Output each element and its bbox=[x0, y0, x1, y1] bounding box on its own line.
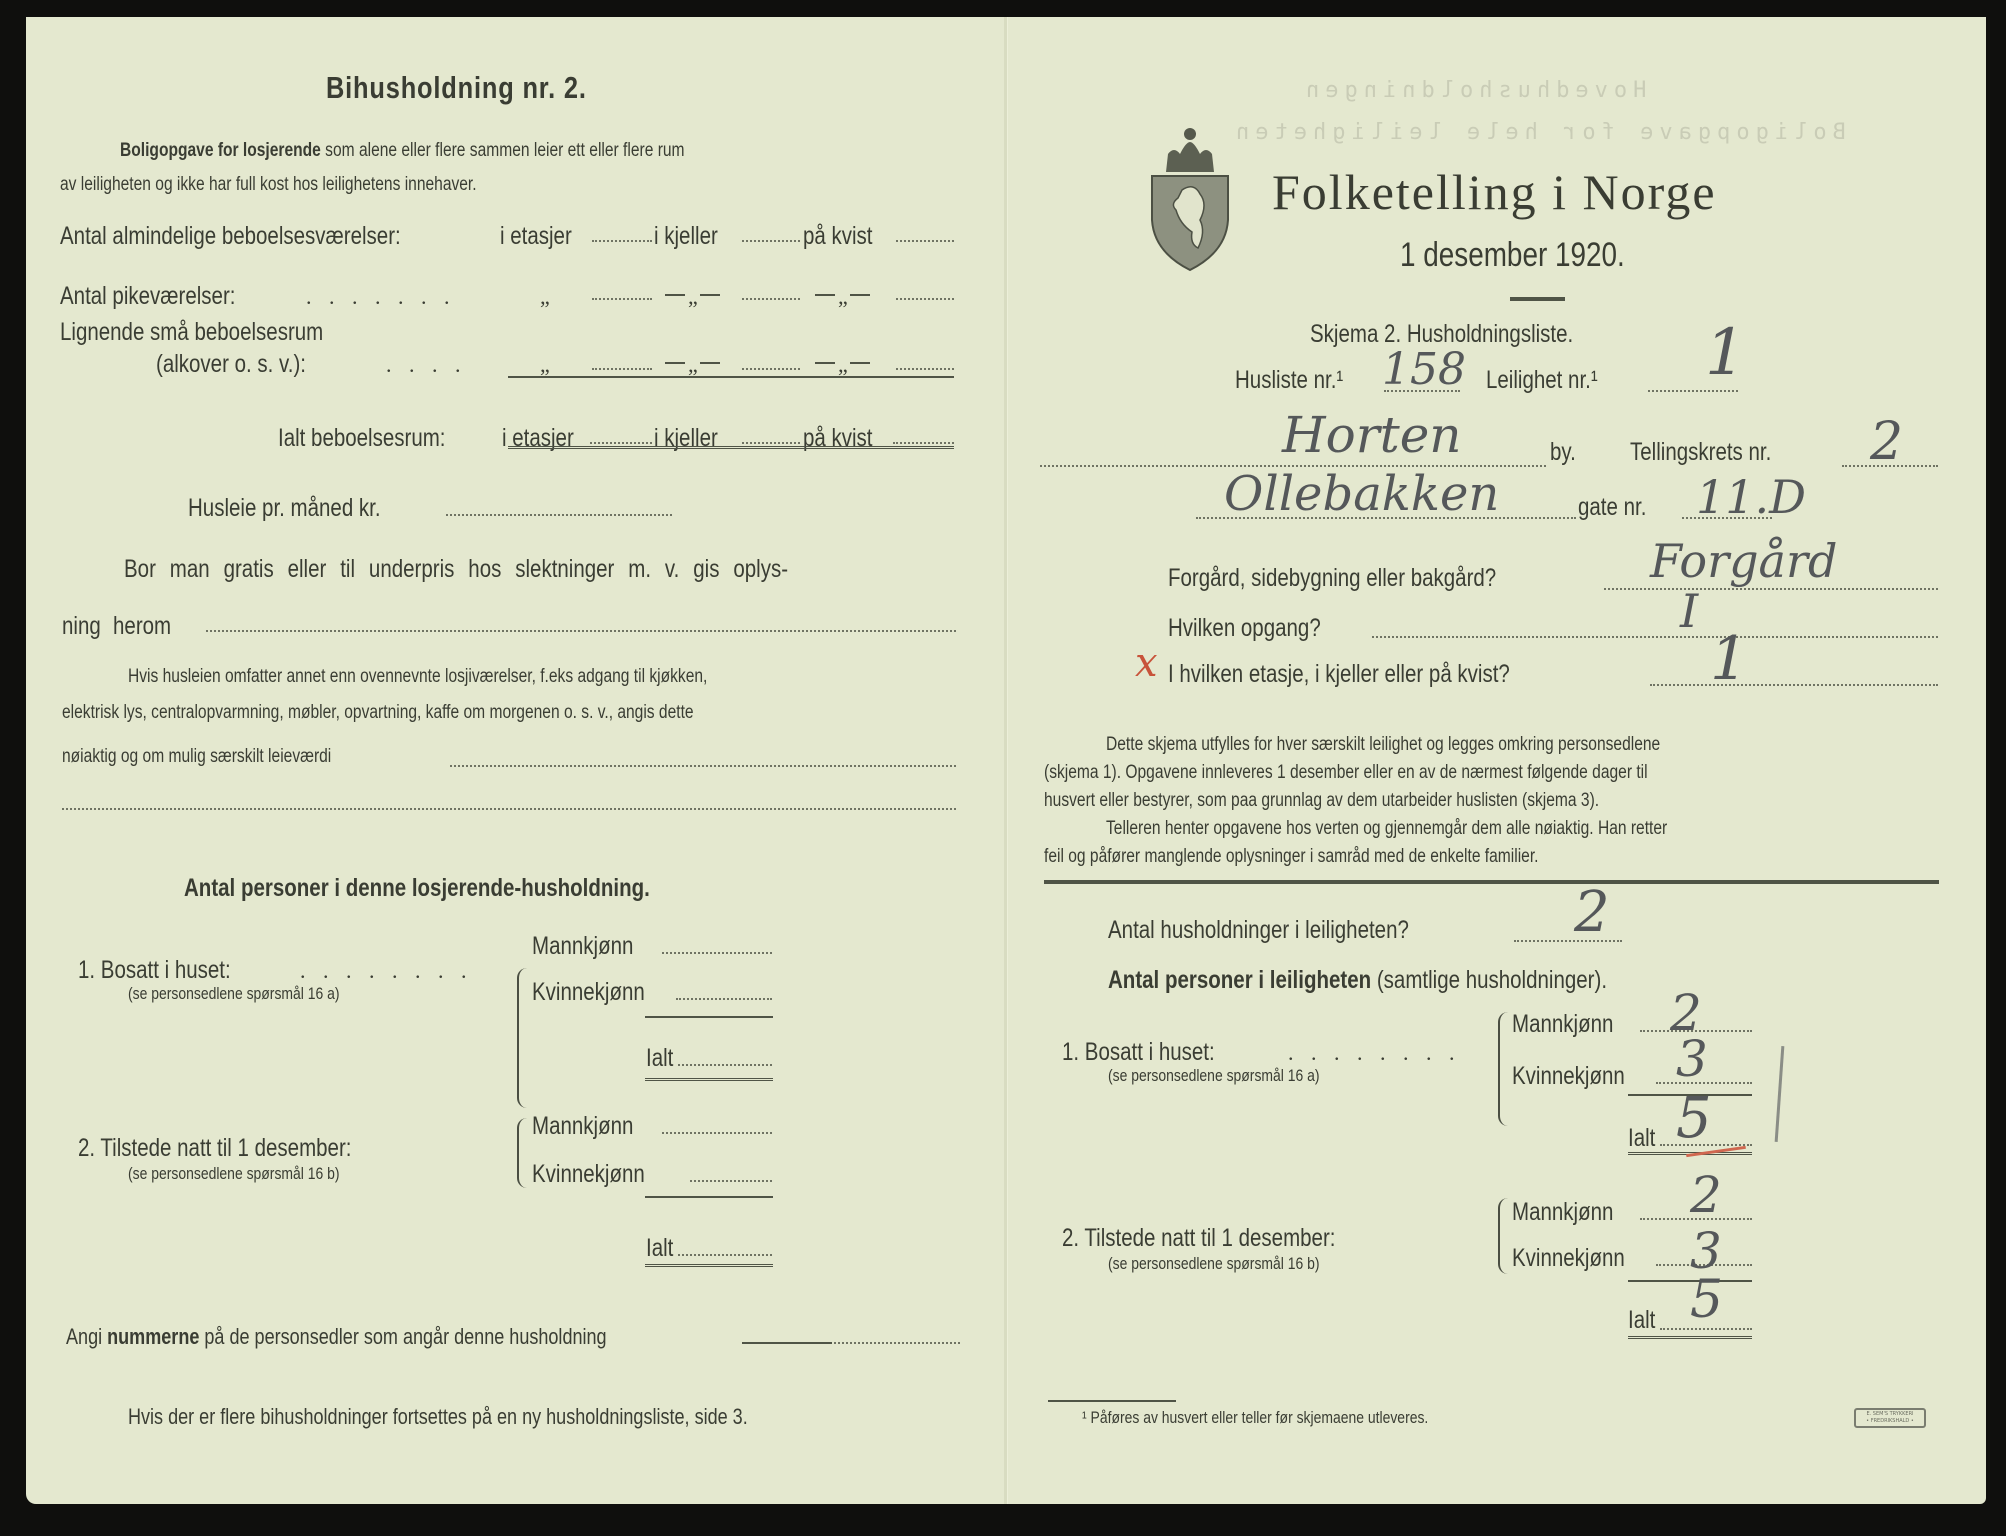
small-rooms-label-1: Lignende små beboelsesrum bbox=[60, 318, 324, 346]
ditto-mark: „ bbox=[838, 284, 848, 309]
opgang-value: I bbox=[1680, 584, 1699, 638]
etasje-label: I hvilken etasje, i kjeller eller på kvist? bbox=[1168, 660, 1510, 688]
q1-label: 1. Bosatt i huset: bbox=[78, 956, 231, 984]
col-kjeller-label: i kjeller bbox=[654, 424, 718, 452]
gate-nr-value: 11.D bbox=[1696, 470, 1807, 524]
ordinary-kvist-field[interactable] bbox=[896, 240, 954, 242]
q1-sub: (se personsedlene spørsmål 16 a) bbox=[128, 984, 340, 1003]
krets-value: 2 bbox=[1870, 412, 1904, 472]
instructions-line-4: Telleren henter opgavene hos verten og gjennemgår dem alle nøiaktig. Han retter bbox=[1106, 818, 1668, 839]
includes-line-3: nøiaktig og om mulig særskilt leieværdi bbox=[62, 746, 332, 767]
q2-total-label-right: Ialt bbox=[1628, 1306, 1656, 1334]
small-kvist-field[interactable] bbox=[896, 368, 954, 370]
ditto-dash bbox=[700, 294, 720, 296]
instructions-line-5: feil og påfører manglende oplysninger i samråd med de enkelte familier. bbox=[1044, 846, 1539, 867]
q1-male-label: Mannkjønn bbox=[532, 932, 634, 960]
bleed-through-text: Hovedhusholdningen bbox=[1300, 78, 1647, 103]
persons-rest: (samtlige husholdninger). bbox=[1376, 966, 1608, 994]
husliste-label: Husliste nr.¹ bbox=[1235, 366, 1344, 394]
rent-label: Husleie pr. måned kr. bbox=[188, 494, 381, 522]
footnote: ¹ Påføres av husvert eller teller før skjemaene utleveres. bbox=[1082, 1408, 1429, 1427]
q2-male-value: 2 bbox=[1690, 1166, 1722, 1224]
opgang-field[interactable] bbox=[1372, 636, 1938, 638]
gate-value: Ollebakken bbox=[1224, 466, 1500, 522]
total-double-rule bbox=[508, 446, 954, 449]
etasje-value: 1 bbox=[1710, 624, 1749, 694]
ditto-dash bbox=[700, 362, 720, 364]
total-double-rule bbox=[1628, 1336, 1752, 1339]
persons-heading-right bbox=[1108, 966, 1607, 995]
krets-label: Tellingskrets nr. bbox=[1630, 438, 1772, 466]
col-kvist-label: på kvist bbox=[803, 424, 873, 452]
households-value: 2 bbox=[1574, 880, 1610, 945]
total-kvist-field[interactable] bbox=[893, 442, 954, 444]
total-rooms-label: Ialt beboelsesrum: bbox=[278, 424, 446, 452]
free-text-field[interactable] bbox=[206, 630, 956, 632]
q2-male-label: Mannkjønn bbox=[532, 1112, 634, 1140]
leilighet-field[interactable] bbox=[1648, 390, 1738, 392]
ditto-mark: „ bbox=[540, 352, 550, 377]
intro-bold: Boligopgave for losjerende bbox=[120, 140, 321, 161]
persons-heading: Antal personer i denne losjerende-husholdning. bbox=[184, 874, 650, 902]
q1-sub-right: (se personsedlene spørsmål 16 a) bbox=[1108, 1066, 1320, 1085]
instructions-line-1: Dette skjema utfylles for hver særskilt leilighet og legges omkring personsedlene bbox=[1106, 734, 1661, 755]
persons-bold: Antal personer i leiligheten bbox=[1108, 966, 1372, 994]
center-fold bbox=[1004, 17, 1007, 1504]
intro-line-2: av leiligheten og ikke har full kost hos leilighetens innehaver. bbox=[60, 174, 477, 195]
q2-sub-right: (se personsedlene spørsmål 16 b) bbox=[1108, 1254, 1320, 1273]
q2-female-label: Kvinnekjønn bbox=[532, 1160, 645, 1188]
rent-field[interactable] bbox=[446, 514, 672, 516]
footnote-rule bbox=[1048, 1400, 1176, 1402]
includes-line-2: elektrisk lys, centralopvarmning, møbler, opvartning, kaffe om morgenen o. s. v., angis dette bbox=[62, 702, 694, 723]
maid-kjeller-field[interactable] bbox=[742, 298, 800, 300]
instructions-line-3: husvert eller bestyrer, som paa grunnlag av dem utarbeider huslisten (skjema 3). bbox=[1044, 790, 1600, 811]
husliste-value: 158 bbox=[1382, 344, 1466, 395]
q1-total-value: 5 bbox=[1676, 1086, 1712, 1151]
q1-total-label: Ialt bbox=[646, 1044, 674, 1072]
numbers-prefix: Angi bbox=[66, 1324, 103, 1349]
q1-total-label-right: Ialt bbox=[1628, 1124, 1656, 1152]
small-kjeller-field[interactable] bbox=[742, 368, 800, 370]
numbers-rest: på de personsedler som angår denne husholdning bbox=[204, 1324, 607, 1349]
q2-label-right: 2. Tilstede natt til 1 desember: bbox=[1062, 1224, 1336, 1252]
q1-female-value: 3 bbox=[1676, 1030, 1708, 1088]
red-check-mark: x bbox=[1135, 640, 1158, 686]
ditto-dash bbox=[665, 362, 685, 364]
form-title: Folketelling i Norge bbox=[1272, 164, 1717, 220]
section-divider bbox=[1044, 880, 1939, 884]
total-double-rule bbox=[645, 1078, 773, 1081]
maid-etasjer-field[interactable] bbox=[592, 298, 652, 300]
q1-leader-dots: . . . . . . . . bbox=[300, 958, 473, 983]
printer-stamp-line-1: E. SEM'S TRYKKERI bbox=[1866, 1411, 1914, 1417]
q2-total-field[interactable] bbox=[678, 1254, 772, 1256]
numbers-field[interactable] bbox=[834, 1342, 960, 1344]
ditto-dash bbox=[665, 294, 685, 296]
bracket bbox=[517, 968, 527, 1108]
col-kvist-label: på kvist bbox=[803, 222, 873, 250]
free-text-line-1: Bor man gratis eller til underpris hos slektninger m. v. gis oplys- bbox=[124, 555, 789, 583]
sum-rule bbox=[508, 376, 954, 378]
forgard-field[interactable] bbox=[1604, 588, 1938, 590]
maid-kvist-field[interactable] bbox=[896, 298, 954, 300]
q1-female-label: Kvinnekjønn bbox=[532, 978, 645, 1006]
col-etasjer-label: i etasjer bbox=[500, 222, 572, 250]
total-kjeller-field[interactable] bbox=[742, 442, 800, 444]
ditto-mark: „ bbox=[540, 284, 550, 309]
includes-field[interactable] bbox=[450, 765, 956, 767]
ditto-dash bbox=[850, 294, 870, 296]
printer-stamp bbox=[1854, 1408, 1926, 1428]
maid-leader-dots: . . . . . . . bbox=[306, 284, 456, 309]
bracket bbox=[1498, 1198, 1508, 1274]
total-double-rule bbox=[645, 1264, 773, 1267]
q2-male-field[interactable] bbox=[662, 1132, 772, 1134]
ditto-mark: „ bbox=[838, 352, 848, 377]
q1-male-value: 2 bbox=[1670, 984, 1702, 1042]
printer-stamp-line-2: • FREDRIKSHALD • bbox=[1866, 1418, 1914, 1424]
numbers-line bbox=[66, 1324, 607, 1350]
schema-label: Skjema 2. Husholdningsliste. bbox=[1310, 320, 1574, 348]
q2-total-value: 5 bbox=[1690, 1270, 1724, 1330]
households-label: Antal husholdninger i leiligheten? bbox=[1108, 916, 1409, 944]
ditto-mark: „ bbox=[688, 284, 698, 309]
intro-line-1 bbox=[120, 140, 685, 162]
q2-total-label: Ialt bbox=[646, 1234, 674, 1262]
small-leader-dots: . . . . bbox=[386, 352, 467, 377]
q1-female-label-right: Kvinnekjønn bbox=[1512, 1062, 1625, 1090]
forgard-value: Forgård bbox=[1650, 534, 1838, 588]
q2-female-field[interactable] bbox=[690, 1180, 772, 1182]
leilighet-label: Leilighet nr.¹ bbox=[1486, 366, 1598, 394]
bracket bbox=[1498, 1012, 1508, 1126]
left-page-title: Bihusholdning nr. 2. bbox=[326, 70, 587, 105]
coat-of-arms-icon bbox=[1150, 124, 1230, 272]
ditto-dash bbox=[815, 362, 835, 364]
left-footer: Hvis der er flere bihusholdninger fortsettes på en ny husholdningsliste, side 3. bbox=[128, 1404, 748, 1429]
small-rooms-label-2: (alkover o. s. v.): bbox=[156, 350, 306, 378]
intro-rest: som alene eller flere sammen leier ett eller flere rum bbox=[325, 140, 685, 161]
free-text-line-2: ning herom bbox=[62, 612, 172, 640]
ordinary-rooms-label: Antal almindelige beboelsesværelser: bbox=[60, 222, 401, 250]
q2-sub: (se personsedlene spørsmål 16 b) bbox=[128, 1164, 340, 1183]
small-etasjer-field[interactable] bbox=[592, 368, 652, 370]
by-value: Horten bbox=[1282, 406, 1462, 464]
q2-label: 2. Tilstede natt til 1 desember: bbox=[78, 1134, 352, 1162]
q1-female-field[interactable] bbox=[676, 998, 772, 1000]
sum-rule bbox=[645, 1196, 773, 1198]
leilighet-value: 1 bbox=[1705, 316, 1746, 390]
title-separator bbox=[1510, 297, 1565, 301]
instructions-line-2: (skjema 1). Opgavene innleveres 1 desember eller en av de nærmest følgende dager til bbox=[1044, 762, 1648, 783]
q2-female-value: 3 bbox=[1690, 1222, 1722, 1280]
by-label: by. bbox=[1550, 438, 1576, 466]
col-etasjer-label: i etasjer bbox=[502, 424, 574, 452]
opgang-label: Hvilken opgang? bbox=[1168, 614, 1321, 642]
sum-rule bbox=[645, 1016, 773, 1018]
q1-total-field[interactable] bbox=[678, 1064, 772, 1066]
q1-male-field[interactable] bbox=[662, 952, 772, 954]
etasje-field[interactable] bbox=[1650, 684, 1938, 686]
ditto-dash bbox=[815, 294, 835, 296]
q1-label-right: 1. Bosatt i huset: bbox=[1062, 1038, 1215, 1066]
q1-male-label-right: Mannkjønn bbox=[1512, 1010, 1614, 1038]
gate-label: gate nr. bbox=[1578, 493, 1647, 521]
ditto-mark: „ bbox=[688, 352, 698, 377]
includes-field-extra[interactable] bbox=[62, 808, 956, 810]
numbers-bold: nummerne bbox=[107, 1324, 200, 1349]
forgard-label: Forgård, sidebygning eller bakgård? bbox=[1168, 564, 1497, 592]
col-kjeller-label: i kjeller bbox=[654, 222, 718, 250]
ordinary-etasjer-field[interactable] bbox=[592, 240, 652, 242]
q2-male-label-right: Mannkjønn bbox=[1512, 1198, 1614, 1226]
maid-rooms-label: Antal pikeværelser: bbox=[60, 282, 236, 310]
ditto-dash bbox=[850, 362, 870, 364]
bracket bbox=[517, 1118, 527, 1188]
numbers-field-rule bbox=[742, 1342, 832, 1344]
ordinary-kjeller-field[interactable] bbox=[742, 240, 800, 242]
q1-leader-dots: . . . . . . . . bbox=[1288, 1040, 1461, 1065]
includes-line-1: Hvis husleien omfatter annet enn ovennevnte losjiværelser, f.eks adgang til kjøkken, bbox=[128, 666, 708, 687]
q2-female-label-right: Kvinnekjønn bbox=[1512, 1244, 1625, 1272]
form-date: 1 desember 1920. bbox=[1400, 236, 1625, 274]
bleed-through-text: Boligopgave for hele leiligheten bbox=[1230, 120, 1846, 145]
total-etasjer-field[interactable] bbox=[590, 442, 652, 444]
